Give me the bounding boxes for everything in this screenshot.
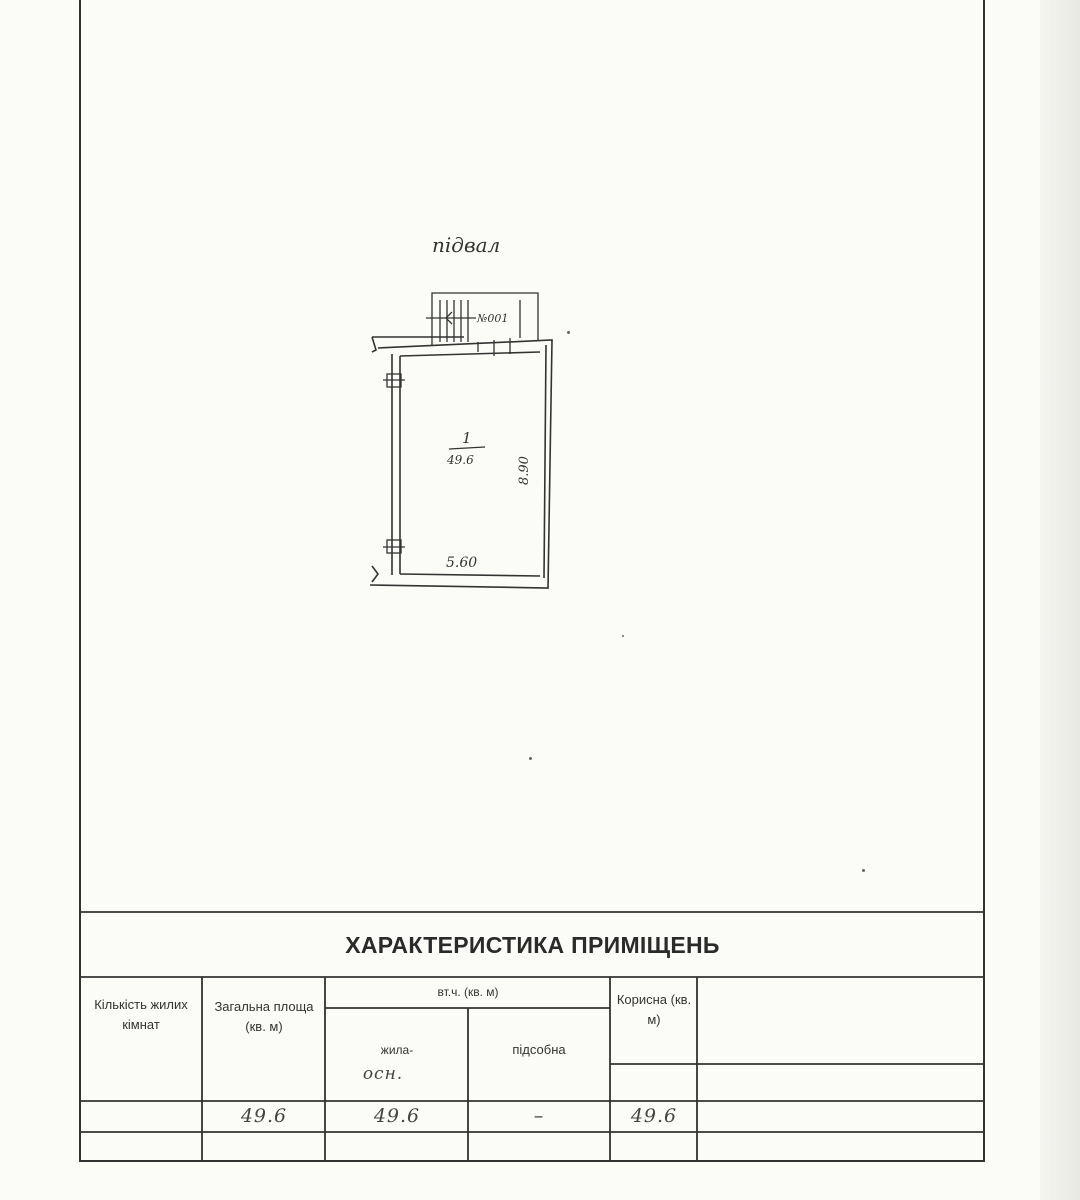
header-rooms: Кількість жилих кімнат — [94, 997, 188, 1032]
stair-label: №001 — [477, 312, 509, 325]
floor-label: підвал — [432, 233, 501, 257]
header-including: вт.ч. (кв. м) — [437, 985, 499, 999]
value-auxiliary: – — [533, 1105, 545, 1127]
stamp-title: ХАРАКТЕРИСТИКА ПРИМІЩЕНЬ — [345, 931, 720, 958]
header-useful: Корисна (кв. м) — [616, 992, 692, 1027]
header-living-handwritten: осн. — [362, 1064, 404, 1084]
header-total-area: Загальна площа (кв. м) — [214, 999, 314, 1034]
value-useful: 49.6 — [630, 1105, 678, 1127]
header-living: жила- — [380, 1043, 414, 1057]
value-living: 49.6 — [373, 1105, 421, 1127]
value-total-area: 49.6 — [240, 1105, 288, 1127]
length-dimension: 8.90 — [517, 456, 532, 485]
room-area: 49.6 — [447, 453, 474, 467]
room-number: 1 — [462, 429, 472, 447]
header-auxiliary: підсобна — [512, 1042, 566, 1057]
width-dimension: 5.60 — [446, 555, 478, 571]
